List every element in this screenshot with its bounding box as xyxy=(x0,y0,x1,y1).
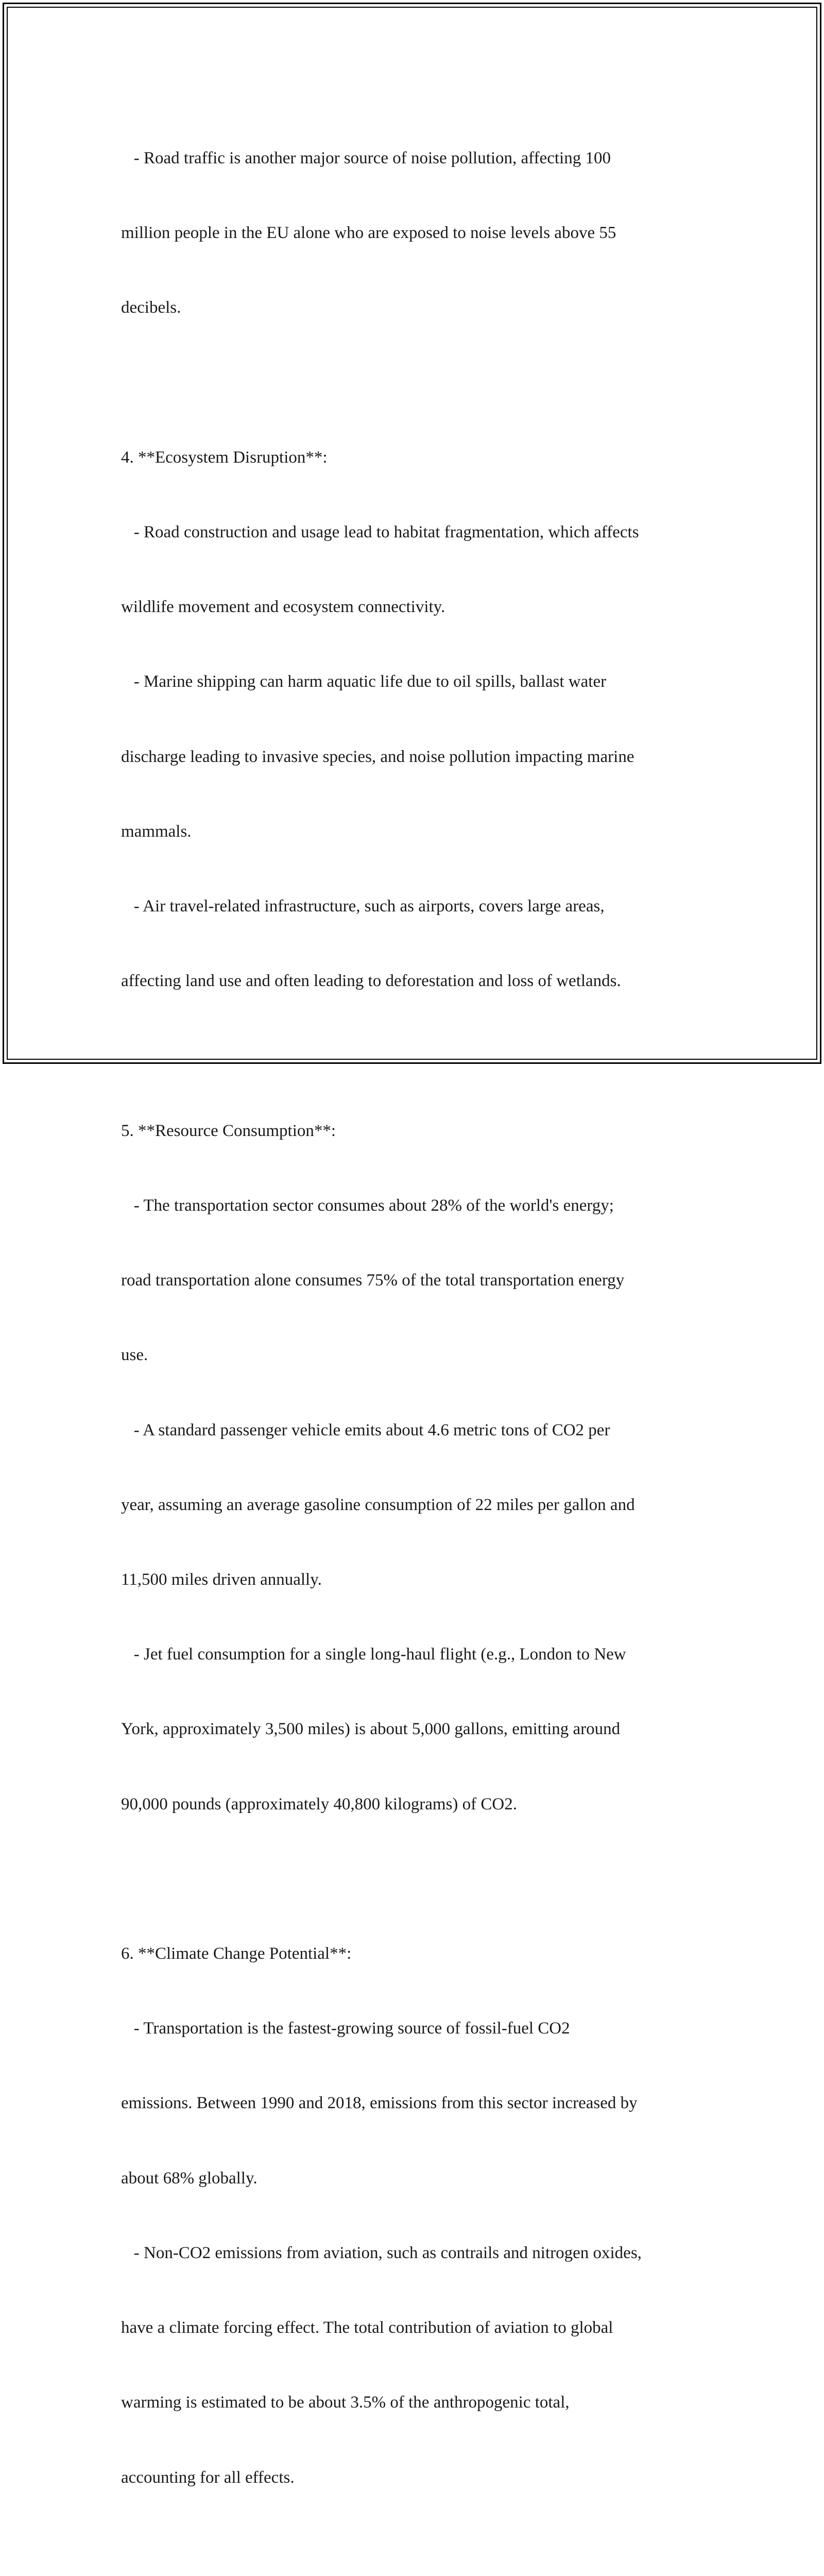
text-line: decibels. xyxy=(121,298,181,317)
text-line: use. xyxy=(121,1346,148,1365)
blank-line xyxy=(121,1867,703,1891)
text-line: emissions. Between 1990 and 2018, emissions from this sector increased by xyxy=(121,2094,638,2113)
section-heading-climate-change-potential: 6. **Climate Change Potential**: xyxy=(121,1944,352,1963)
text-line: - Road construction and usage lead to habitat fragmentation, which affects xyxy=(121,522,639,541)
blank-line xyxy=(121,370,703,395)
text-line: affecting land use and often leading to deforestation and loss of wetlands. xyxy=(121,972,621,991)
text-line: York, approximately 3,500 miles) is about 5,000 gallons, emitting around xyxy=(121,1720,621,1739)
text-line: about 68% globally. xyxy=(121,2168,258,2188)
blank-line xyxy=(121,2540,703,2565)
text-line: - The transportation sector consumes about 28% of the world's energy; xyxy=(121,1196,614,1215)
text-line: have a climate forcing effect. The total contribution of aviation to global xyxy=(121,2318,613,2337)
text-line: - Jet fuel consumption for a single long-haul flight (e.g., London to New xyxy=(121,1645,626,1664)
text-line: 11,500 miles driven annually. xyxy=(121,1570,322,1589)
text-line: - Non-CO2 emissions from aviation, such as contrails and nitrogen oxides, xyxy=(121,2243,642,2262)
section-heading-ecosystem-disruption: 4. **Ecosystem Disruption**: xyxy=(121,448,328,467)
text-line: - A standard passenger vehicle emits about 4.6 metric tons of CO2 per xyxy=(121,1420,610,1439)
text-line: - Transportation is the fastest-growing source of fossil-fuel CO2 xyxy=(121,2019,570,2038)
text-line: accounting for all effects. xyxy=(121,2468,295,2487)
text-line: road transportation alone consumes 75% of the total transportation energy xyxy=(121,1271,625,1290)
blank-line xyxy=(121,1043,703,1068)
text-line: wildlife movement and ecosystem connectivity. xyxy=(121,598,445,617)
text-line: 90,000 pounds (approximately 40,800 kilograms) of CO2. xyxy=(121,1794,517,1814)
text-line: million people in the EU alone who are exposed to noise levels above 55 xyxy=(121,224,616,243)
text-line: mammals. xyxy=(121,822,192,841)
text-line: - Road traffic is another major source of noise pollution, affecting 100 xyxy=(121,148,611,167)
text-line: discharge leading to invasive species, and noise pollution impacting marine xyxy=(121,747,634,766)
text-line: warming is estimated to be about 3.5% of the anthropogenic total, xyxy=(121,2393,570,2412)
section-heading-resource-consumption: 5. **Resource Consumption**: xyxy=(121,1121,336,1140)
text-line: - Air travel-related infrastructure, such as airports, covers large areas, xyxy=(121,896,605,916)
text-line: - Marine shipping can harm aquatic life due to oil spills, ballast water xyxy=(121,672,607,691)
text-line: year, assuming an average gasoline consumption of 22 miles per gallon and xyxy=(121,1495,635,1514)
document-body xyxy=(121,96,703,2576)
